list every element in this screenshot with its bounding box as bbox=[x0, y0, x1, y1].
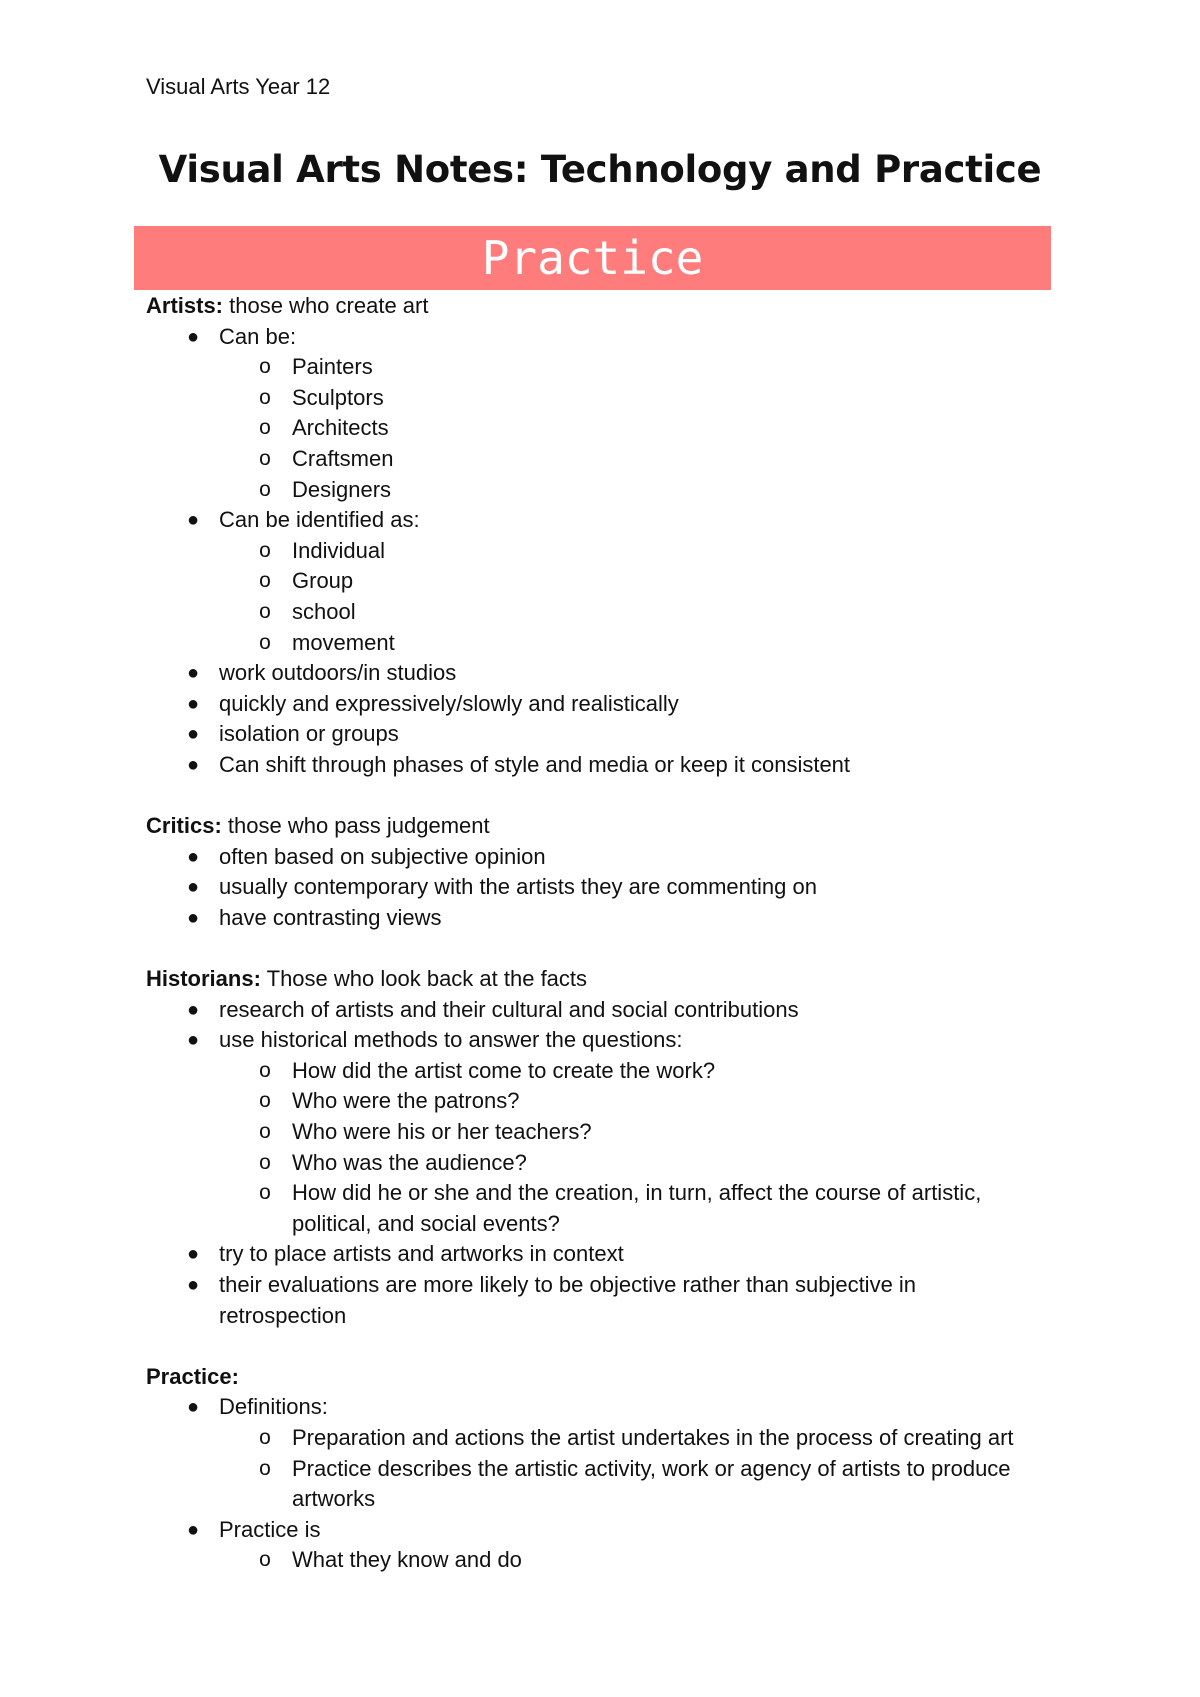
list-item: ● often based on subjective opinion bbox=[146, 842, 1046, 873]
bullet-circle-icon: o bbox=[259, 1120, 271, 1144]
list-item: o Group bbox=[146, 566, 1046, 597]
bullet-circle-icon: o bbox=[259, 1089, 271, 1113]
artists-heading bbox=[146, 291, 1046, 322]
list-item: ● isolation or groups bbox=[146, 719, 1046, 750]
list-item: o How did he or she and the creation, in turn, affect the course of artistic, political, and social events? bbox=[146, 1178, 1046, 1239]
historians-heading bbox=[146, 964, 1046, 995]
list-item: ● use historical methods to answer the questions: bbox=[146, 1025, 1046, 1056]
critics-term: Critics: bbox=[146, 813, 222, 839]
bullet-circle-icon: o bbox=[259, 1150, 271, 1174]
list-item: ● quickly and expressively/slowly and realistically bbox=[146, 689, 1046, 720]
list-item: ● have contrasting views bbox=[146, 903, 1046, 934]
bullet-circle-icon: o bbox=[259, 1548, 271, 1572]
list-item: ● Definitions: bbox=[146, 1392, 1046, 1423]
artists-term: Artists: bbox=[146, 293, 224, 318]
list-item: o Craftsmen bbox=[146, 444, 1046, 475]
list-item: o Painters bbox=[146, 352, 1046, 383]
bullet-dot-icon: ● bbox=[186, 1029, 200, 1052]
bullet-dot-icon: ● bbox=[186, 906, 200, 929]
bullet-circle-icon: o bbox=[259, 1425, 271, 1449]
list-item: ● usually contemporary with the artists they are commenting on bbox=[146, 872, 1046, 903]
historians-list bbox=[146, 995, 1046, 1332]
bullet-circle-icon: o bbox=[259, 355, 271, 379]
bullet-dot-icon: ● bbox=[186, 509, 200, 532]
bullet-dot-icon: ● bbox=[186, 876, 200, 899]
practice-term: Practice: bbox=[146, 1363, 239, 1389]
bullet-dot-icon: ● bbox=[186, 1518, 200, 1541]
bullet-circle-icon: o bbox=[259, 1456, 271, 1480]
list-item: o Practice describes the artistic activity, work or agency of artists to produce artworks bbox=[146, 1454, 1046, 1515]
bullet-dot-icon: ● bbox=[186, 692, 200, 715]
bullet-circle-icon: o bbox=[259, 538, 271, 562]
list-item: o Individual bbox=[146, 536, 1046, 567]
historians-term: Historians: bbox=[146, 966, 261, 992]
practice-heading bbox=[146, 1362, 1046, 1393]
notes-content bbox=[146, 291, 1046, 1576]
bullet-dot-icon: ● bbox=[186, 845, 200, 868]
list-item: o Designers bbox=[146, 475, 1046, 506]
list-item: o Sculptors bbox=[146, 383, 1046, 414]
historians-desc: Those who look back at the facts bbox=[260, 966, 588, 992]
list-item: ● work outdoors/in studios bbox=[146, 658, 1046, 689]
critics-desc: those who pass judgement bbox=[221, 813, 490, 839]
bullet-circle-icon: o bbox=[259, 446, 271, 470]
page-title: Visual Arts Notes: Technology and Practice bbox=[158, 148, 1042, 191]
list-item: o Who were his or her teachers? bbox=[146, 1117, 1046, 1148]
bullet-dot-icon: ● bbox=[186, 1243, 200, 1266]
list-item: o movement bbox=[146, 628, 1046, 659]
bullet-circle-icon: o bbox=[259, 1058, 271, 1082]
bullet-circle-icon: o bbox=[259, 599, 271, 623]
bullet-dot-icon: ● bbox=[186, 1396, 200, 1419]
list-item: o How did the artist come to create the work? bbox=[146, 1056, 1046, 1087]
bullet-dot-icon: ● bbox=[186, 662, 200, 685]
bullet-dot-icon: ● bbox=[186, 998, 200, 1021]
bullet-dot-icon: ● bbox=[186, 723, 200, 746]
list-item: o Preparation and actions the artist undertakes in the process of creating art bbox=[146, 1423, 1046, 1454]
list-item: ● try to place artists and artworks in context bbox=[146, 1239, 1046, 1270]
practice-list bbox=[146, 1392, 1046, 1576]
spacer bbox=[146, 1331, 1046, 1362]
list-item: ● research of artists and their cultural and social contributions bbox=[146, 995, 1046, 1026]
spacer bbox=[146, 781, 1046, 812]
bullet-circle-icon: o bbox=[259, 416, 271, 440]
bullet-circle-icon: o bbox=[259, 630, 271, 654]
spacer bbox=[146, 933, 1046, 964]
list-item: ● Can be: bbox=[146, 322, 1046, 353]
list-item: ● Practice is bbox=[146, 1515, 1046, 1546]
bullet-circle-icon: o bbox=[259, 477, 271, 501]
list-item: ● their evaluations are more likely to be objective rather than subjective in retrospection bbox=[146, 1270, 1046, 1331]
list-item: ● Can shift through phases of style and media or keep it consistent bbox=[146, 750, 1046, 781]
critics-list bbox=[146, 842, 1046, 934]
bullet-dot-icon: ● bbox=[186, 753, 200, 776]
list-item: o Who were the patrons? bbox=[146, 1086, 1046, 1117]
bullet-circle-icon: o bbox=[259, 385, 271, 409]
list-item: o What they know and do bbox=[146, 1545, 1046, 1576]
bullet-dot-icon: ● bbox=[186, 325, 200, 348]
page-header: Visual Arts Year 12 bbox=[146, 74, 331, 99]
list-item: ● Can be identified as: bbox=[146, 505, 1046, 536]
section-banner: Practice bbox=[134, 226, 1051, 290]
list-item: o Who was the audience? bbox=[146, 1148, 1046, 1179]
critics-heading bbox=[146, 811, 1046, 842]
list-item: o Architects bbox=[146, 413, 1046, 444]
bullet-dot-icon: ● bbox=[186, 1274, 200, 1296]
list-item: o school bbox=[146, 597, 1046, 628]
bullet-circle-icon: o bbox=[259, 569, 271, 593]
artists-list bbox=[146, 322, 1046, 781]
bullet-circle-icon: o bbox=[259, 1181, 271, 1205]
artists-desc: those who create art bbox=[223, 293, 429, 318]
